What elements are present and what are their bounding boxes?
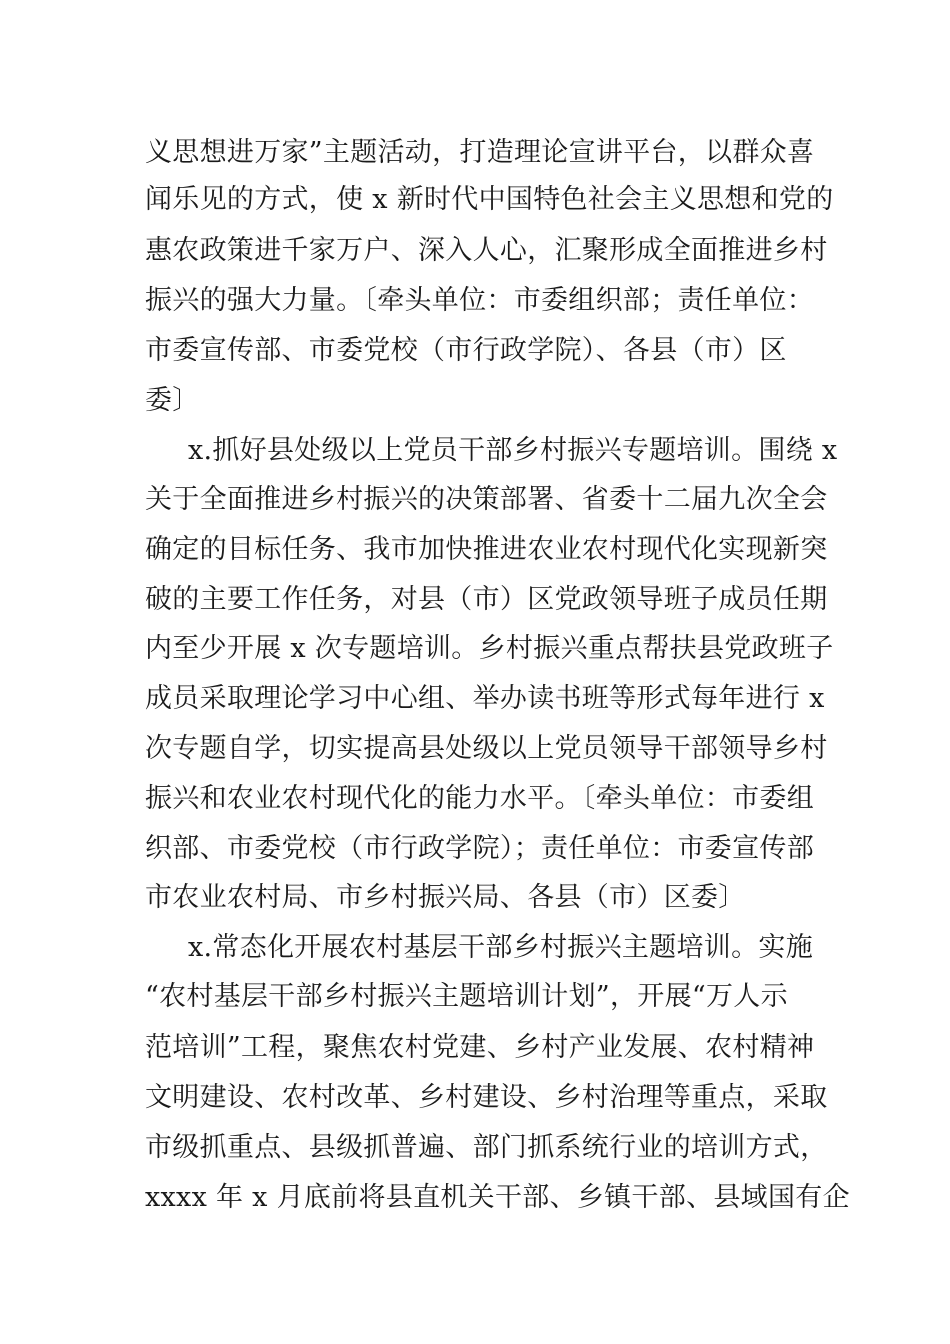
text-line: 范培训”工程，聚焦农村党建、乡村产业发展、农村精神 bbox=[145, 1032, 815, 1063]
text-line: 振兴的强大力量。〔牵头单位：市委组织部；责任单位： bbox=[145, 285, 814, 316]
text-line: 织部、市委党校（市行政学院）；责任单位：市委宣传部 bbox=[145, 833, 814, 864]
text-line: 关于全面推进乡村振兴的决策部署、省委十二届九次全会 bbox=[145, 484, 828, 515]
text-line: 市农业农村局、市乡村振兴局、各县（市）区委〕 bbox=[145, 882, 746, 913]
text-line: 破的主要工作任务，对县（市）区党政领导班子成员任期 bbox=[145, 584, 828, 615]
text-line: 惠农政策进千家万户、深入人心，汇聚形成全面推进乡村 bbox=[145, 235, 828, 266]
text-line: 内至少开展 x 次专题培训。乡村振兴重点帮扶县党政班子 bbox=[145, 633, 834, 664]
text-line: “农村基层干部乡村振兴主题培训计划”，开展“万人示 bbox=[145, 981, 788, 1012]
paragraph-first-line: x.常态化开展农村基层干部乡村振兴主题培训。实施 bbox=[188, 932, 814, 963]
text-line: 市级抓重点、县级抓普遍、部门抓系统行业的培训方式， bbox=[145, 1132, 828, 1163]
text-line: 义思想进万家”主题活动，打造理论宣讲平台，以群众喜 bbox=[145, 137, 815, 168]
text-line: 文明建设、农村改革、乡村建设、乡村治理等重点，采取 bbox=[145, 1082, 828, 1113]
text-line: 委〕 bbox=[145, 385, 200, 416]
text-line: 成员采取理论学习中心组、举办读书班等形式每年进行 x bbox=[145, 683, 825, 714]
text-line: 确定的目标任务、我市加快推进农业农村现代化实现新突 bbox=[145, 534, 828, 565]
text-line: 次专题自学，切实提高县处级以上党员领导干部领导乡村 bbox=[145, 733, 828, 764]
text-line: 振兴和农业农村现代化的能力水平。〔牵头单位：市委组 bbox=[145, 783, 814, 814]
text-line: xxxx 年 x 月底前将县直机关干部、乡镇干部、县域国有企 bbox=[145, 1182, 850, 1213]
text-line: 市委宣传部、市委党校（市行政学院）、各县（市）区 bbox=[145, 335, 787, 366]
paragraph-first-line: x.抓好县处级以上党员干部乡村振兴专题培训。围绕 x bbox=[188, 435, 838, 466]
text-line: 闻乐见的方式，使 x 新时代中国特色社会主义思想和党的 bbox=[145, 184, 834, 215]
